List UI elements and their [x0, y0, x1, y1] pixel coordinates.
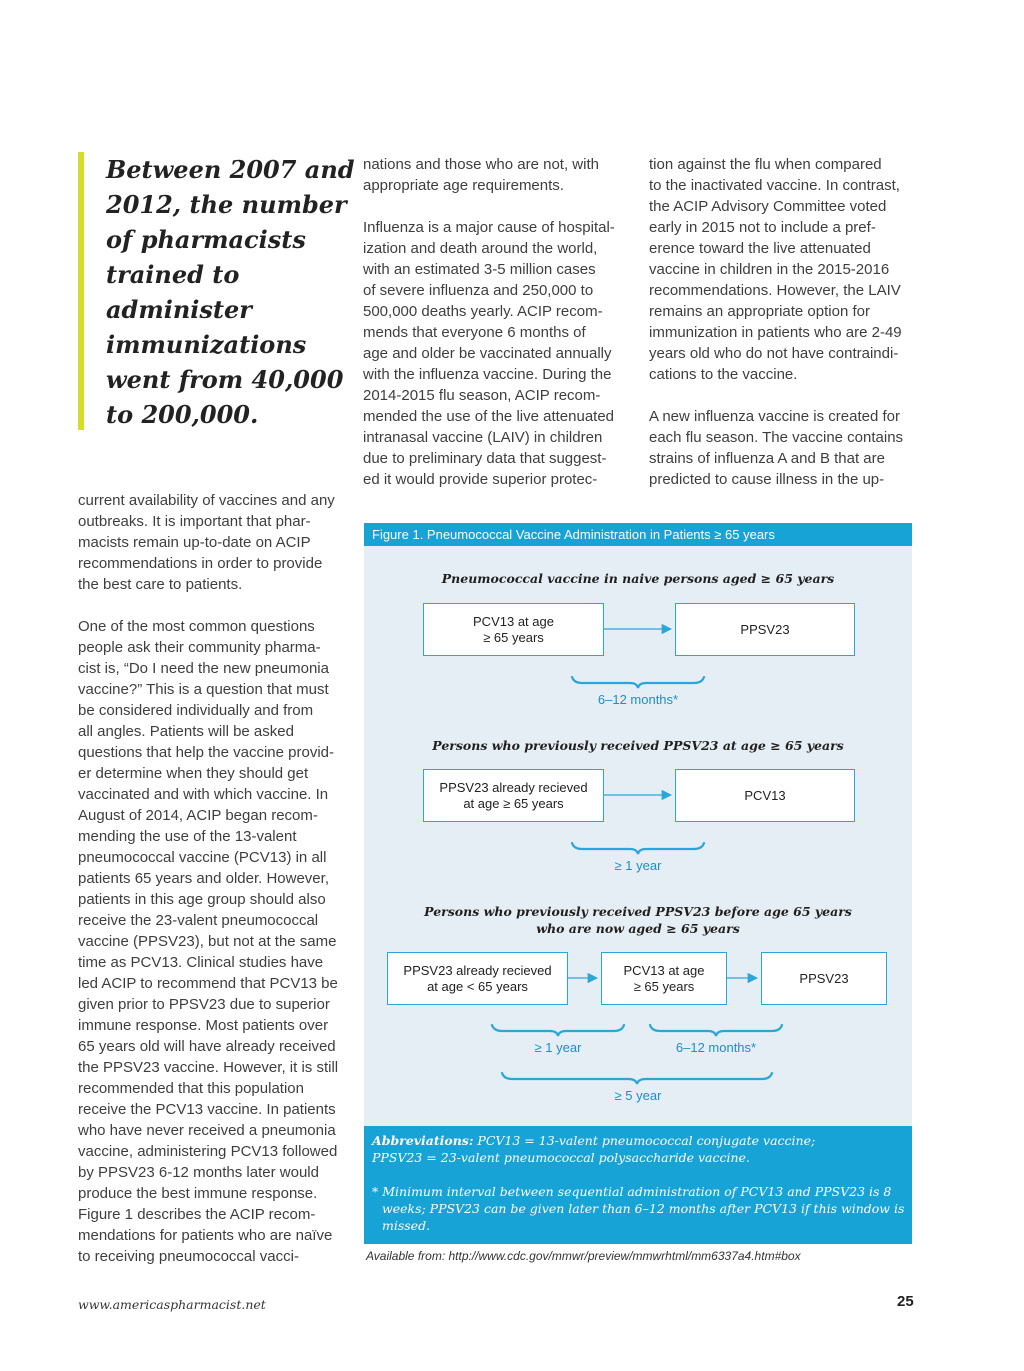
text-line: nations and those who are not, with — [363, 156, 599, 173]
text-line: patients 65 years and older. However, — [78, 870, 329, 887]
interval-label: ≥ 5 year — [614, 1088, 662, 1103]
flow-box-line: PCV13 at age — [623, 962, 705, 978]
footnote-line: missed. — [382, 1218, 431, 1233]
pullquote-line: went from 40,000 — [106, 365, 344, 394]
flow-box-line: ≥ 65 years — [633, 978, 695, 994]
figure-header: Figure 1. Pneumococcal Vaccine Administration in Patients ≥ 65 years — [364, 523, 912, 546]
text-line: strains of influenza A and B that are — [649, 450, 885, 467]
text-line: vaccine in children in the 2015-2016 — [649, 261, 890, 278]
abbreviations-text: PPSV23 = 23-valent pneumococcal polysaccharide vaccine. — [372, 1150, 750, 1165]
text-line: with an estimated 3-5 million cases — [363, 261, 596, 278]
text-line: recommendations. However, the LAIV — [649, 282, 901, 299]
text-line: age and older be vaccinated annually — [363, 345, 612, 362]
text-line: er determine when they should get — [78, 765, 309, 782]
abbreviations-label: Abbreviations: — [372, 1133, 474, 1148]
text-line: all angles. Patients will be asked — [78, 723, 294, 740]
text-line: time as PCV13. Clinical studies have — [78, 954, 324, 971]
text-line: August of 2014, ACIP began recom- — [78, 807, 318, 824]
text-line: cist is, “Do I need the new pneumonia — [78, 660, 329, 677]
flow-section-title: Pneumococcal vaccine in naive persons aged ≥ 65 years — [441, 571, 835, 586]
pullquote-line: 2012, the number — [106, 190, 347, 219]
pullquote-line: to 200,000. — [106, 400, 259, 429]
flow-box-line: PPSV23 already recieved — [439, 779, 588, 795]
text-line: erence toward the live attenuated — [649, 240, 871, 257]
interval-brace — [572, 843, 704, 854]
flow-section-title-line: who are now aged ≥ 65 years — [536, 921, 740, 936]
pullquote-line: trained to — [106, 260, 240, 289]
text-line: immunization in patients who are 2-49 — [649, 324, 902, 341]
text-line: to the inactivated vaccine. In contrast, — [649, 177, 900, 194]
interval-label: ≥ 1 year — [534, 1040, 582, 1055]
abbreviations-line — [372, 1132, 904, 1149]
text-line: 65 years old will have already received — [78, 1038, 336, 1055]
text-line: vaccinated and with which vaccine. In — [78, 786, 329, 803]
flow-box-line: at age ≥ 65 years — [463, 795, 564, 811]
interval-label: 6–12 months* — [675, 1040, 757, 1055]
flow-box-line: PCV13 — [744, 787, 786, 803]
flow-box-line: at age < 65 years — [427, 978, 528, 994]
text-line: intranasal vaccine (LAIV) in children — [363, 429, 603, 446]
text-line: cations to the vaccine. — [649, 366, 798, 383]
text-line: pneumococcal vaccine (PCV13) in all — [78, 849, 327, 866]
abbreviations-text: PCV13 = 13-valent pneumococcal conjugate vaccine; — [473, 1133, 816, 1148]
text-line: vaccine (PPSV23), but not at the same — [78, 933, 337, 950]
text-line: by PPSV23 6-12 months later would — [78, 1164, 319, 1181]
interval-brace — [502, 1073, 772, 1084]
figure-footnotes — [364, 1126, 912, 1244]
text-line: immune response. Most patients over — [78, 1017, 329, 1034]
pullquote-line: immunizations — [106, 330, 307, 359]
text-line: mends that everyone 6 months of — [363, 324, 586, 341]
text-line: patients in this age group should also — [78, 891, 326, 908]
interval-label: 6–12 months* — [597, 692, 679, 707]
interval-brace — [492, 1025, 624, 1036]
text-line: Influenza is a major cause of hospital- — [363, 219, 615, 236]
text-line: outbreaks. It is important that phar- — [78, 513, 311, 530]
text-line: current availability of vaccines and any — [78, 492, 335, 509]
text-line: A new influenza vaccine is created for — [649, 408, 900, 425]
text-line: One of the most common questions — [78, 618, 315, 635]
text-line: the ACIP Advisory Committee voted — [649, 198, 887, 215]
text-line: remains an appropriate option for — [649, 303, 870, 320]
text-line: ed it would provide superior protec- — [363, 471, 598, 488]
text-line: recommendations in order to provide — [78, 555, 323, 572]
text-line: the best care to patients. — [78, 576, 243, 593]
text-line: vaccine, administering PCV13 followed — [78, 1143, 338, 1160]
page-number: 25 — [897, 1293, 914, 1310]
text-line: receive the 23-valent pneumococcal — [78, 912, 319, 929]
text-line: early in 2015 not to include a pref- — [649, 219, 876, 236]
footnote-line: weeks; PPSV23 can be given later than 6–12 months after PCV13 if this window is — [382, 1201, 905, 1216]
text-line: mended the use of the live attenuated — [363, 408, 615, 425]
text-line: produce the best immune response. — [78, 1185, 318, 1202]
text-line: ization and death around the world, — [363, 240, 598, 257]
interval-label: ≥ 1 year — [614, 858, 662, 873]
flow-box-line: PPSV23 — [799, 970, 849, 986]
text-line: of severe influenza and 250,000 to — [363, 282, 594, 299]
flow-section-title: Persons who previously received PPSV23 at age ≥ 65 years — [432, 738, 844, 753]
text-line: Figure 1 describes the ACIP recom- — [78, 1206, 316, 1223]
interval-brace — [572, 677, 704, 688]
flow-box-line: ≥ 65 years — [483, 629, 544, 645]
text-line: with the influenza vaccine. During the — [363, 366, 612, 383]
text-line: predicted to cause illness in the up- — [649, 471, 885, 488]
flow-box-line: PCV13 at age — [473, 613, 554, 629]
pullquote-line: Between 2007 and — [106, 155, 355, 184]
text-line: years old who do not have contraindi- — [649, 345, 899, 362]
footnote-line: * Minimum interval between sequential administration of PCV13 and PPSV23 is 8 — [372, 1184, 892, 1199]
text-line: questions that help the vaccine provid- — [78, 744, 334, 761]
text-line: appropriate age requirements. — [363, 177, 564, 194]
text-line: 500,000 deaths yearly. ACIP recom- — [363, 303, 603, 320]
interval-brace — [650, 1025, 782, 1036]
text-line: mending the use of the 13-valent — [78, 828, 297, 845]
text-line: be considered individually and from — [78, 702, 314, 719]
text-line: given prior to PPSV23 due to superior — [78, 996, 330, 1013]
text-line: the PPSV23 vaccine. However, it is still — [78, 1059, 339, 1076]
text-line: mendations for patients who are naïve — [78, 1227, 333, 1244]
flow-box-line: PPSV23 — [740, 621, 790, 637]
text-line: tion against the flu when compared — [649, 156, 882, 173]
figure-source: Available from: http://www.cdc.gov/mmwr/preview/mmwrhtml/mm6337a4.htm#box — [366, 1249, 801, 1263]
text-line: to receiving pneumococcal vacci- — [78, 1248, 299, 1265]
pullquote-line: of pharmacists — [106, 225, 306, 254]
text-line: receive the PCV13 vaccine. In patients — [78, 1101, 336, 1118]
pullquote-line: administer — [106, 295, 252, 324]
footer-url: www.americaspharmacist.net — [78, 1297, 266, 1312]
text-line: who have never received a pneumonia — [78, 1122, 336, 1139]
text-line: macists remain up-to-date on ACIP — [78, 534, 311, 551]
text-line: each flu season. The vaccine contains — [649, 429, 904, 446]
text-line: led ACIP to recommend that PCV13 be — [78, 975, 338, 992]
text-line: due to preliminary data that suggest- — [363, 450, 607, 467]
flow-section-title-line: Persons who previously received PPSV23 before age 65 years — [424, 904, 852, 919]
text-line: 2014-2015 flu season, ACIP recom- — [363, 387, 601, 404]
flow-box-line: PPSV23 already recieved — [403, 962, 552, 978]
text-line: people ask their community pharma- — [78, 639, 321, 656]
text-line: vaccine?” This is a question that must — [78, 681, 329, 698]
text-line: recommended that this population — [78, 1080, 304, 1097]
